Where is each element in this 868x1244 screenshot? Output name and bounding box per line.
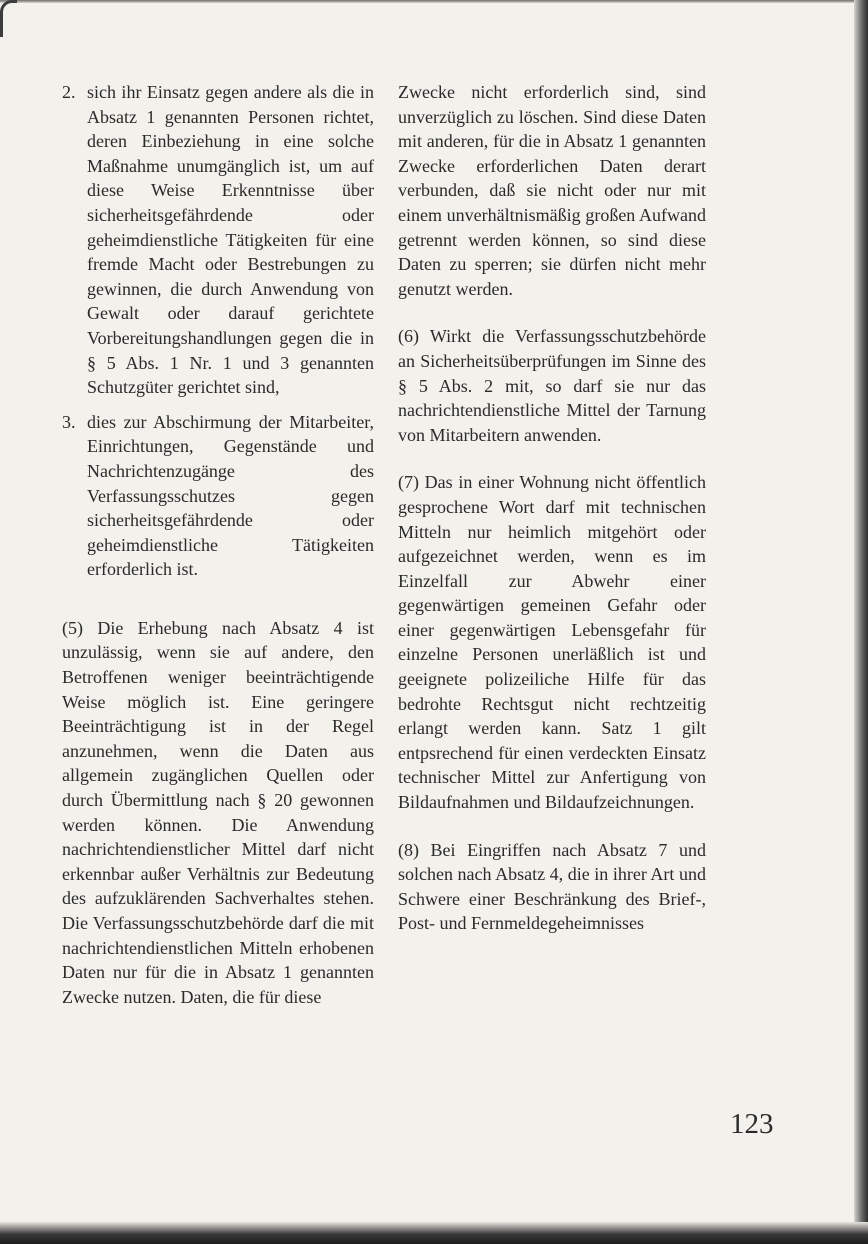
list-item-text: dies zur Abschirmung der Mitarbeiter, Einrichtungen, Gegenstände und Nachrichtenzugänge des Verfassungsschutzes gegen sicherheitsgefährdende oder geheimdienstliche Tätigkeiten erforderlich ist. [87, 411, 374, 580]
list-item-number: 3. [62, 411, 76, 432]
paragraph-6: (6) Wirkt die Verfassungsschutzbehörde an Sicherheitsüberprüfungen im Sinne des § 5 Abs. 2 mit, so darf sie nur das nachrichtendienstliche Mittel der Tarnung von Mitarbeitern anwenden. [398, 326, 706, 445]
scan-edge-bottom [0, 1222, 868, 1244]
paragraph-5: (5) Die Erhebung nach Absatz 4 ist unzulässig, wenn sie auf andere, den Betroffenen weniger beeinträchtigende Weise möglich ist. Eine geringere Beeinträchtigung ist in der Regel anzunehmen, wenn die Daten aus allgemein zugänglichen Quellen oder durch Übermittlung nach § 20 gewonnen werden können. Die Anwendung nachrichtendienstlicher Mittel darf nicht erkennbar außer Verhältnis zur Bedeutung des aufzuklärenden Sachverhaltes stehen. Die Verfassungsschutzbehörde darf die mit nachrichtendienstlichen Mitteln erhobenen Daten nur für die in Absatz 1 genannten Zwecke nutzen. Daten, die für diese [62, 617, 374, 1007]
scan-edge-top [0, 0, 868, 3]
scan-edge-right [854, 0, 868, 1244]
left-column [62, 80, 374, 1032]
scan-corner [0, 0, 17, 37]
list-item-number: 2. [62, 82, 76, 102]
right-column [398, 80, 706, 959]
page-number: 123 [730, 1108, 774, 1140]
list-item [62, 410, 374, 582]
list-item-text: sich ihr Einsatz gegen andere als die in Absatz 1 genannten Personen richtet, deren Einbeziehung in eine solche Maßnahme unumgänglich ist, um auf diese Weise Erkenntnisse über sicherheitsgefährdende oder geheimdienstliche Tätigkeiten für eine fremde Macht oder Bestrebungen zu gewinnen, die durch Anwendung von Gewalt oder darauf gerichtete Vorbereitungshandlungen gegen die in § 5 Abs. 1 Nr. 1 und 3 genannten Schutzgüter gerichtet sind, [87, 82, 374, 398]
paragraph-continuation: Zwecke nicht erforderlich sind, sind unverzüglich zu löschen. Sind diese Daten mit anderen, für die in Absatz 1 genannten Zwecke erforderlichen Daten derart verbunden, daß sie nicht oder nur mit einem unverhältnismäßig großen Aufwand getrennt werden können, so sind diese Daten zu sperren; sie dürfen nicht mehr genutzt werden. [398, 82, 706, 299]
paragraph-7: (7) Das in einer Wohnung nicht öffentlich gesprochene Wort darf mit technischen Mitteln nur heimlich mitgehört oder aufgezeichnet werden, wenn es im Einzelfall zur Abwehr einer gegenwärtigen gemeinen Gefahr oder einer gegenwärtigen Lebensgefahr für einzelne Personen unerläßlich ist und geeignete polizeiliche Hilfe für das bedrohte Rechtsgut nicht rechtzeitig erlangt werden kann. Satz 1 gilt entpsrechend für einen verdeckten Einsatz technischer Mittel zur Anfertigung von Bildaufnahmen und Bildaufzeichnungen. [398, 472, 706, 813]
list-item [62, 80, 374, 400]
paragraph-8: (8) Bei Eingriffen nach Absatz 7 und solchen nach Absatz 4, die in ihrer Art und Schwere einer Beschränkung des Brief-, Post- und Fernmeldegeheimnisses [398, 839, 706, 934]
